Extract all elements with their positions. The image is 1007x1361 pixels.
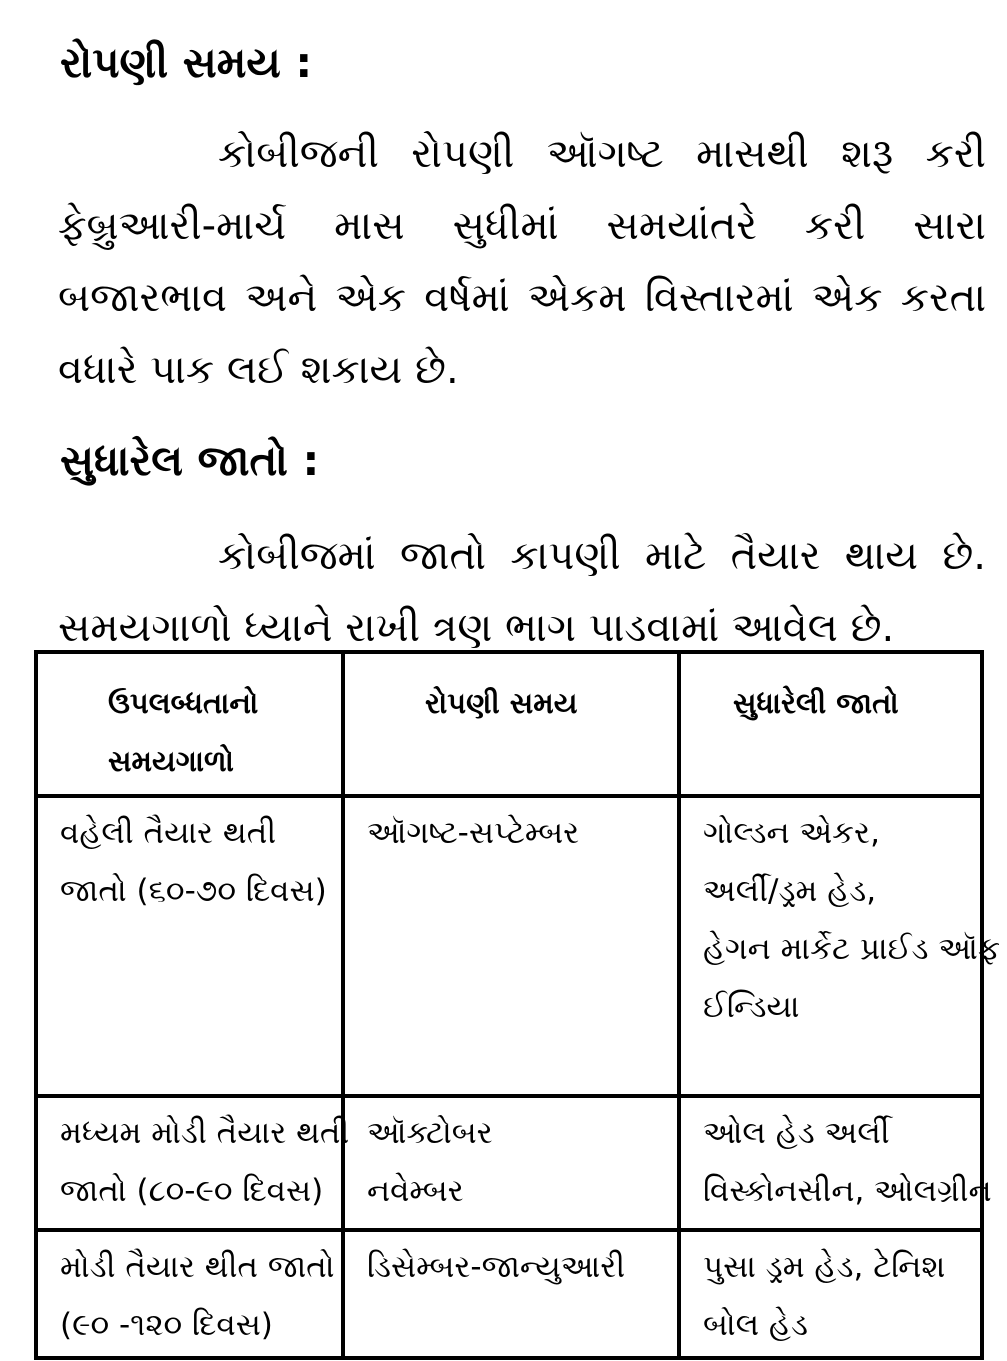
header-line: સુધારેલી જાતો bbox=[733, 686, 899, 720]
header-line: સમયગાળો bbox=[108, 744, 234, 778]
cell-line: ઓલ હેડ અર્લી bbox=[703, 1115, 890, 1151]
cell-line: મોડી તૈયાર થીત જાતો bbox=[60, 1249, 335, 1285]
planting-time-text: કોબીજની રોપણી ઑગષ્ટ માસથી શરૂ કરી ફેબ્રુઆરી-માર્ચ માસ સુધીમાં સમયાંતરે કરી સારા બજારભાવ અને એક વર્ષમાં એકમ વિસ્તારમાં એક કરતા વધારે પાક લઈ શકાય છે. bbox=[58, 131, 986, 393]
cell-planting bbox=[343, 796, 679, 1096]
cell-line: ગોલ્ડન એકર, bbox=[703, 815, 880, 851]
cell-line: વહેલી તૈયાર થતી bbox=[60, 815, 277, 851]
cell-planting bbox=[343, 1230, 679, 1358]
varieties-table bbox=[34, 650, 1000, 1360]
cell-period bbox=[36, 1230, 343, 1358]
cell-line: મધ્યમ મોડી તૈયાર થતી bbox=[60, 1115, 350, 1151]
table-row bbox=[36, 1230, 982, 1358]
cell-line: બોલ હેડ bbox=[703, 1307, 808, 1343]
header-improved-varieties bbox=[679, 652, 982, 796]
header-availability-period bbox=[36, 652, 343, 796]
cell-line: ડિસેમ્બર-જાન્યુઆરી bbox=[367, 1249, 626, 1285]
cell-line: અર્લી/ડ્રમ હેડ, bbox=[703, 873, 877, 909]
table-header-row bbox=[36, 652, 982, 796]
section-heading-planting-time: રોપણી સમય : bbox=[60, 38, 313, 87]
planting-time-paragraph bbox=[58, 118, 986, 406]
cell-line: નવેમ્બર bbox=[367, 1173, 464, 1209]
cell-line: જાતો (૬૦-૭૦ દિવસ) bbox=[60, 873, 327, 909]
improved-varieties-text: કોબીજમાં જાતો કાપણી માટે તૈયાર થાય છે. સમયગાળો ધ્યાને રાખી ત્રણ ભાગ પાડવામાં આવેલ છે. bbox=[58, 533, 986, 651]
cell-period bbox=[36, 796, 343, 1096]
cell-line: ઑક્ટોબર bbox=[367, 1115, 493, 1151]
cell-period bbox=[36, 1096, 350, 1230]
cell-planting bbox=[343, 1096, 679, 1230]
table-row bbox=[36, 1096, 982, 1230]
cell-line: ઈન્ડિયા bbox=[703, 989, 800, 1025]
cell-varieties bbox=[679, 796, 1000, 1096]
cell-varieties bbox=[679, 1096, 992, 1230]
cell-line: ઑગષ્ટ-સપ્ટેમ્બર bbox=[367, 815, 580, 851]
cell-line: હેગન માર્કેટ પ્રાઈડ ઑફ bbox=[703, 931, 1000, 967]
section-heading-improved-varieties: સુધારેલ જાતો : bbox=[60, 436, 320, 485]
cell-line: (૯૦ -૧૨૦ દિવસ) bbox=[60, 1307, 273, 1343]
header-line: રોપણી સમય bbox=[425, 686, 578, 720]
header-planting-time bbox=[343, 652, 679, 796]
cell-line: પુસા ડ્રમ હેડ, ટેનિશ bbox=[703, 1249, 946, 1285]
cell-line: જાતો (૮૦-૯૦ દિવસ) bbox=[60, 1173, 324, 1209]
improved-varieties-paragraph bbox=[58, 520, 986, 664]
cell-varieties bbox=[679, 1230, 982, 1358]
cell-line: વિસ્કોનસીન, ઓલગ્રીન bbox=[703, 1173, 992, 1209]
table-row bbox=[36, 796, 982, 1096]
header-line: ઉપલબ્ધતાનો bbox=[108, 686, 259, 720]
